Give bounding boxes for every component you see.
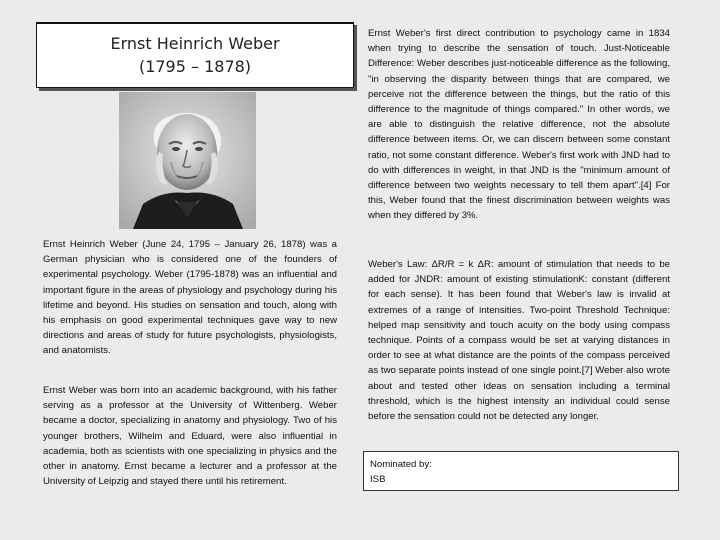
nominated-label: Nominated by:	[370, 459, 432, 470]
bio-paragraph-intro	[43, 237, 337, 359]
webers-law-paragraph-text: Weber's Law: ΔR/R = k ΔR: amount of stimulation that needs to be added for JNDR: amount of existing stimulationK: constant (different for each sense). It has been found that Weber's law is invalid at extremes of a range of intensities. Two-point Threshold Technique: helped map sensitivity and touch acuity on the body using compass technique. Points of a compass would be set at varying distances in order to see at what distance are the points of the compass perceived as two separate points instead of one single point.[7] Weber also wrote about and tested other ideas on sensation including a terminal threshold, which is the highest intensity an individual could sense before the sensation could not be detected any longer.	[368, 259, 670, 423]
portrait-photo	[119, 92, 256, 229]
title-dates: (1795 – 1878)	[138, 57, 252, 76]
bio-paragraph-background-text: Ernst Weber was born into an academic background, with his father serving as a professor at the University of Wittenberg. Weber became a doctor, specializing in anatomy and physiology. Two of his younger brothers, Wilhelm and Eduard, were also influential in academia, both as scientists with one specializing in physics and the other in anatomy. Ernst became a lecturer and a professor at the University of Leipzig and stayed there until his retirement.	[43, 385, 337, 488]
bio-paragraph-intro-text: Ernst Heinrich Weber (June 24, 1795 – January 26, 1878) was a German physician who is considered one of the founders of experimental psychology. Weber (1795-1878) was an influential and important figure in the areas of physiology and psychology during his lifetime and beyond. His studies on sensation and touch, along with his emphasis on good experimental techniques gave way to new directions and areas of study for future psychologists, physiologists, and anatomists.	[43, 239, 337, 357]
jnd-paragraph	[368, 26, 670, 224]
title-box	[36, 22, 354, 88]
bio-paragraph-background	[43, 383, 337, 489]
nominated-name: ISB	[370, 474, 386, 485]
portrait-image	[119, 92, 256, 229]
webers-law-paragraph	[368, 257, 670, 424]
jnd-paragraph-text: Ernst Weber's first direct contribution to psychology came in 1834 when trying to describe the sensation of touch. Just-Noticeable Difference: Weber describes just-noticeable difference as the following, "in observing the disparity between things that are compared, we perceive not the difference between the things, but the ratio of this difference to the magnitude of things compared." In other words, we are able to distinguish the relative difference, not the absolute difference between items. Or, we can discern between some constant ratio, not some constant difference. Weber's first work with JND had to do with differences in weight, in that JND is the "minimum amount of difference between two weights necessary to tell them apart".[4] For this, Weber found that the finest discrimination between weights was when they differed by 3%.	[368, 28, 670, 222]
nominated-box	[363, 451, 679, 491]
title-name: Ernst Heinrich Weber	[110, 34, 280, 53]
